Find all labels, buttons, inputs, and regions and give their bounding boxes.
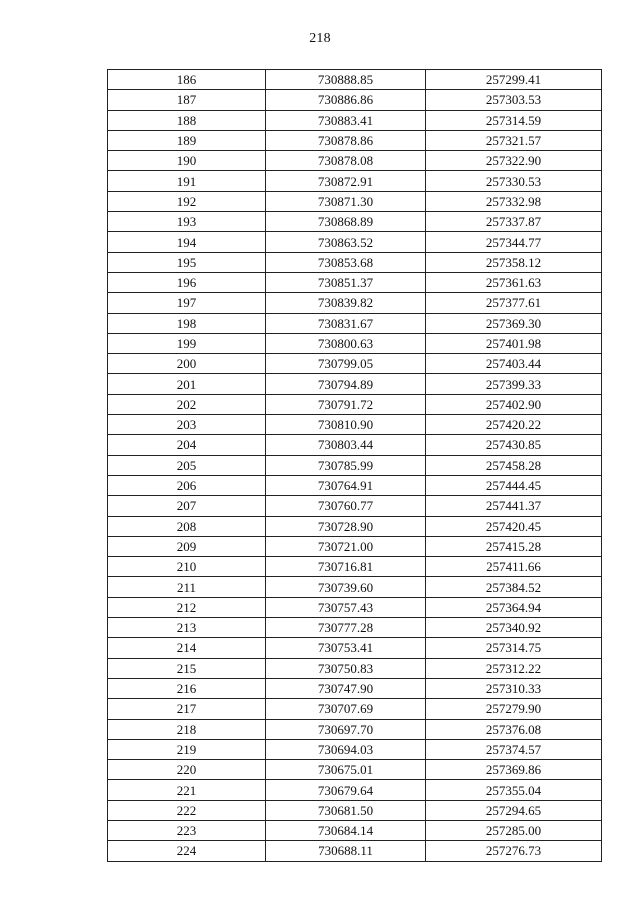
table-row bbox=[108, 678, 602, 698]
table-row bbox=[108, 719, 602, 739]
x-coordinate-cell: 730799.05 bbox=[266, 354, 426, 374]
table-row bbox=[108, 739, 602, 759]
y-coordinate-cell: 257279.90 bbox=[426, 699, 602, 719]
x-coordinate-cell: 730753.41 bbox=[266, 638, 426, 658]
x-coordinate-cell: 730681.50 bbox=[266, 800, 426, 820]
point-number-cell: 213 bbox=[108, 618, 266, 638]
point-number-cell: 216 bbox=[108, 678, 266, 698]
point-number-cell: 212 bbox=[108, 597, 266, 617]
x-coordinate-cell: 730750.83 bbox=[266, 658, 426, 678]
point-number-cell: 204 bbox=[108, 435, 266, 455]
y-coordinate-cell: 257430.85 bbox=[426, 435, 602, 455]
y-coordinate-cell: 257358.12 bbox=[426, 252, 602, 272]
table-row bbox=[108, 415, 602, 435]
point-number-cell: 194 bbox=[108, 232, 266, 252]
y-coordinate-cell: 257376.08 bbox=[426, 719, 602, 739]
y-coordinate-cell: 257285.00 bbox=[426, 820, 602, 840]
table-row bbox=[108, 354, 602, 374]
point-number-cell: 224 bbox=[108, 841, 266, 861]
table-row bbox=[108, 110, 602, 130]
y-coordinate-cell: 257332.98 bbox=[426, 191, 602, 211]
y-coordinate-cell: 257444.45 bbox=[426, 475, 602, 495]
point-number-cell: 186 bbox=[108, 70, 266, 90]
y-coordinate-cell: 257340.92 bbox=[426, 618, 602, 638]
x-coordinate-cell: 730878.08 bbox=[266, 151, 426, 171]
y-coordinate-cell: 257337.87 bbox=[426, 212, 602, 232]
point-number-cell: 208 bbox=[108, 516, 266, 536]
table-row bbox=[108, 618, 602, 638]
table-row bbox=[108, 536, 602, 556]
x-coordinate-cell: 730810.90 bbox=[266, 415, 426, 435]
y-coordinate-cell: 257377.61 bbox=[426, 293, 602, 313]
table-row bbox=[108, 557, 602, 577]
x-coordinate-cell: 730764.91 bbox=[266, 475, 426, 495]
y-coordinate-cell: 257403.44 bbox=[426, 354, 602, 374]
page-number: 218 bbox=[309, 31, 331, 46]
point-number-cell: 205 bbox=[108, 455, 266, 475]
y-coordinate-cell: 257321.57 bbox=[426, 130, 602, 150]
table-row bbox=[108, 760, 602, 780]
y-coordinate-cell: 257314.75 bbox=[426, 638, 602, 658]
point-number-cell: 222 bbox=[108, 800, 266, 820]
point-number-cell: 223 bbox=[108, 820, 266, 840]
point-number-cell: 203 bbox=[108, 415, 266, 435]
point-number-cell: 218 bbox=[108, 719, 266, 739]
point-number-cell: 200 bbox=[108, 354, 266, 374]
x-coordinate-cell: 730694.03 bbox=[266, 739, 426, 759]
point-number-cell: 199 bbox=[108, 333, 266, 353]
point-number-cell: 197 bbox=[108, 293, 266, 313]
point-number-cell: 209 bbox=[108, 536, 266, 556]
y-coordinate-cell: 257314.59 bbox=[426, 110, 602, 130]
x-coordinate-cell: 730679.64 bbox=[266, 780, 426, 800]
y-coordinate-cell: 257344.77 bbox=[426, 232, 602, 252]
table-row bbox=[108, 577, 602, 597]
x-coordinate-cell: 730728.90 bbox=[266, 516, 426, 536]
table-row bbox=[108, 435, 602, 455]
x-coordinate-cell: 730878.86 bbox=[266, 130, 426, 150]
point-number-cell: 188 bbox=[108, 110, 266, 130]
y-coordinate-cell: 257399.33 bbox=[426, 374, 602, 394]
y-coordinate-cell: 257294.65 bbox=[426, 800, 602, 820]
table-row bbox=[108, 394, 602, 414]
x-coordinate-cell: 730839.82 bbox=[266, 293, 426, 313]
point-number-cell: 198 bbox=[108, 313, 266, 333]
point-number-cell: 210 bbox=[108, 557, 266, 577]
point-number-cell: 195 bbox=[108, 252, 266, 272]
x-coordinate-cell: 730747.90 bbox=[266, 678, 426, 698]
point-number-cell: 214 bbox=[108, 638, 266, 658]
x-coordinate-cell: 730760.77 bbox=[266, 496, 426, 516]
table-row bbox=[108, 841, 602, 861]
table-row bbox=[108, 191, 602, 211]
point-number-cell: 189 bbox=[108, 130, 266, 150]
table-row bbox=[108, 272, 602, 292]
y-coordinate-cell: 257361.63 bbox=[426, 272, 602, 292]
point-number-cell: 196 bbox=[108, 272, 266, 292]
y-coordinate-cell: 257458.28 bbox=[426, 455, 602, 475]
y-coordinate-cell: 257402.90 bbox=[426, 394, 602, 414]
y-coordinate-cell: 257401.98 bbox=[426, 333, 602, 353]
x-coordinate-cell: 730757.43 bbox=[266, 597, 426, 617]
y-coordinate-cell: 257384.52 bbox=[426, 577, 602, 597]
x-coordinate-cell: 730888.85 bbox=[266, 70, 426, 90]
x-coordinate-cell: 730739.60 bbox=[266, 577, 426, 597]
y-coordinate-cell: 257276.73 bbox=[426, 841, 602, 861]
table-row bbox=[108, 333, 602, 353]
table-row bbox=[108, 252, 602, 272]
point-number-cell: 193 bbox=[108, 212, 266, 232]
point-number-cell: 215 bbox=[108, 658, 266, 678]
x-coordinate-cell: 730716.81 bbox=[266, 557, 426, 577]
y-coordinate-cell: 257303.53 bbox=[426, 90, 602, 110]
x-coordinate-cell: 730868.89 bbox=[266, 212, 426, 232]
x-coordinate-cell: 730791.72 bbox=[266, 394, 426, 414]
x-coordinate-cell: 730872.91 bbox=[266, 171, 426, 191]
x-coordinate-cell: 730803.44 bbox=[266, 435, 426, 455]
point-number-cell: 211 bbox=[108, 577, 266, 597]
point-number-cell: 187 bbox=[108, 90, 266, 110]
table-row bbox=[108, 212, 602, 232]
table-row bbox=[108, 638, 602, 658]
x-coordinate-cell: 730863.52 bbox=[266, 232, 426, 252]
table-row bbox=[108, 516, 602, 536]
x-coordinate-cell: 730777.28 bbox=[266, 618, 426, 638]
y-coordinate-cell: 257369.30 bbox=[426, 313, 602, 333]
y-coordinate-cell: 257420.45 bbox=[426, 516, 602, 536]
table-row bbox=[108, 151, 602, 171]
point-number-cell: 220 bbox=[108, 760, 266, 780]
table-row bbox=[108, 70, 602, 90]
table-row bbox=[108, 232, 602, 252]
y-coordinate-cell: 257330.53 bbox=[426, 171, 602, 191]
table-row bbox=[108, 130, 602, 150]
table-row bbox=[108, 313, 602, 333]
point-number-cell: 207 bbox=[108, 496, 266, 516]
x-coordinate-cell: 730697.70 bbox=[266, 719, 426, 739]
point-number-cell: 201 bbox=[108, 374, 266, 394]
point-number-cell: 192 bbox=[108, 191, 266, 211]
table-row bbox=[108, 171, 602, 191]
x-coordinate-cell: 730688.11 bbox=[266, 841, 426, 861]
table-row bbox=[108, 475, 602, 495]
x-coordinate-cell: 730851.37 bbox=[266, 272, 426, 292]
x-coordinate-cell: 730883.41 bbox=[266, 110, 426, 130]
table-row bbox=[108, 780, 602, 800]
point-number-cell: 202 bbox=[108, 394, 266, 414]
table-row bbox=[108, 496, 602, 516]
y-coordinate-cell: 257369.86 bbox=[426, 760, 602, 780]
x-coordinate-cell: 730684.14 bbox=[266, 820, 426, 840]
y-coordinate-cell: 257441.37 bbox=[426, 496, 602, 516]
table-row bbox=[108, 90, 602, 110]
y-coordinate-cell: 257355.04 bbox=[426, 780, 602, 800]
x-coordinate-cell: 730853.68 bbox=[266, 252, 426, 272]
y-coordinate-cell: 257322.90 bbox=[426, 151, 602, 171]
x-coordinate-cell: 730721.00 bbox=[266, 536, 426, 556]
x-coordinate-cell: 730886.86 bbox=[266, 90, 426, 110]
point-number-cell: 221 bbox=[108, 780, 266, 800]
y-coordinate-cell: 257415.28 bbox=[426, 536, 602, 556]
x-coordinate-cell: 730794.89 bbox=[266, 374, 426, 394]
coordinates-table-body bbox=[108, 70, 602, 862]
y-coordinate-cell: 257310.33 bbox=[426, 678, 602, 698]
x-coordinate-cell: 730871.30 bbox=[266, 191, 426, 211]
x-coordinate-cell: 730785.99 bbox=[266, 455, 426, 475]
y-coordinate-cell: 257411.66 bbox=[426, 557, 602, 577]
table-row bbox=[108, 374, 602, 394]
y-coordinate-cell: 257374.57 bbox=[426, 739, 602, 759]
table-row bbox=[108, 658, 602, 678]
x-coordinate-cell: 730675.01 bbox=[266, 760, 426, 780]
x-coordinate-cell: 730707.69 bbox=[266, 699, 426, 719]
x-coordinate-cell: 730831.67 bbox=[266, 313, 426, 333]
table-row bbox=[108, 800, 602, 820]
table-row bbox=[108, 597, 602, 617]
point-number-cell: 191 bbox=[108, 171, 266, 191]
table-row bbox=[108, 699, 602, 719]
table-row bbox=[108, 455, 602, 475]
point-number-cell: 219 bbox=[108, 739, 266, 759]
table-row bbox=[108, 820, 602, 840]
x-coordinate-cell: 730800.63 bbox=[266, 333, 426, 353]
y-coordinate-cell: 257312.22 bbox=[426, 658, 602, 678]
point-number-cell: 217 bbox=[108, 699, 266, 719]
y-coordinate-cell: 257364.94 bbox=[426, 597, 602, 617]
point-number-cell: 206 bbox=[108, 475, 266, 495]
table-row bbox=[108, 293, 602, 313]
coordinates-table bbox=[107, 69, 602, 862]
y-coordinate-cell: 257420.22 bbox=[426, 415, 602, 435]
point-number-cell: 190 bbox=[108, 151, 266, 171]
y-coordinate-cell: 257299.41 bbox=[426, 70, 602, 90]
